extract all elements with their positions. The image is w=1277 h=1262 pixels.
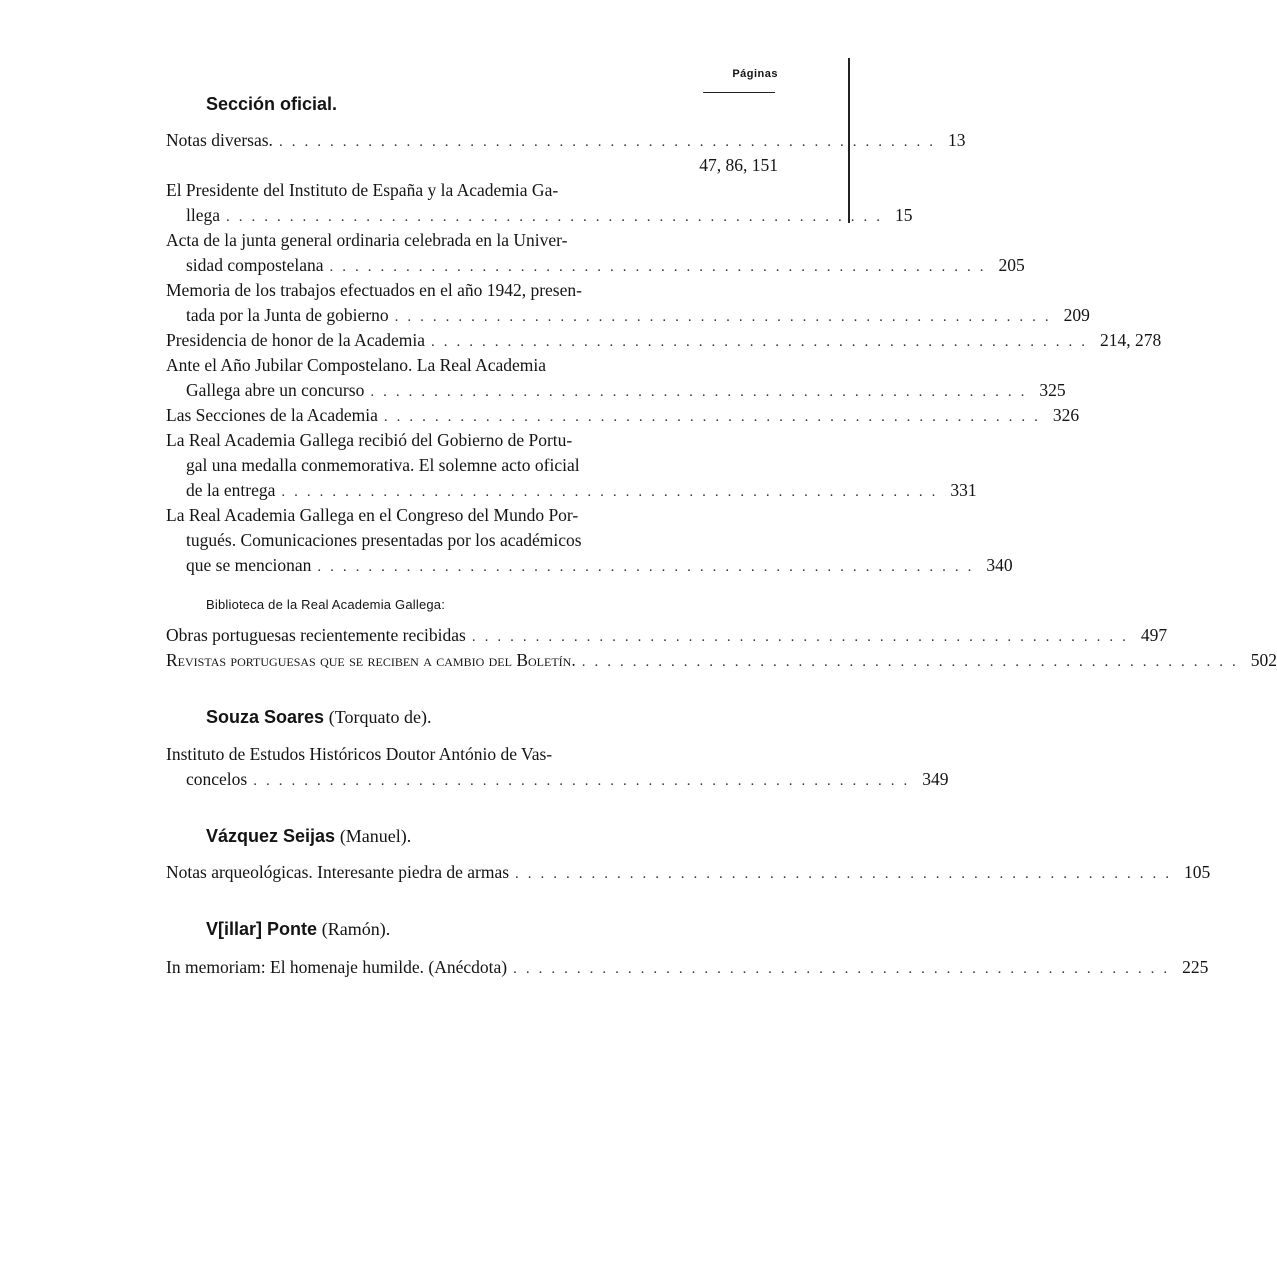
entry-title: Las Secciones de la Academia	[166, 405, 378, 425]
index-entry	[166, 648, 1277, 673]
entry-title: Presidencia de honor de la Academia	[166, 330, 425, 350]
author-given-name: (Torquato de).	[328, 707, 432, 727]
entry-page: 331	[950, 480, 977, 500]
entry-title: In memoriam: El homenaje humilde. (Anécdota)	[166, 957, 508, 977]
entry-title: Obras portuguesas recientemente recibidas	[166, 625, 466, 645]
section-heading	[206, 92, 337, 117]
entry-page: 340	[986, 555, 1013, 575]
entry-title: Notas diversas.	[166, 130, 273, 150]
entry-page: 13	[947, 130, 966, 150]
leader-dots: ....................................................	[383, 409, 1047, 425]
entry-title-cont: tugués. Comunicaciones presentadas por los académicos	[186, 530, 582, 550]
entry-title: La Real Academia Gallega recibió del Gobierno de Portu-	[166, 430, 573, 450]
entry-page: 349	[922, 769, 949, 789]
index-entry	[166, 228, 1025, 278]
entry-page: 209	[1063, 305, 1090, 325]
entry-title: Revistas portuguesas que se reciben a cambio del Boletín.	[166, 650, 576, 670]
entry-page: 15	[895, 205, 913, 225]
entry-title: Ante el Año Jubilar Compostelano. La Real Academia	[166, 355, 547, 375]
index-entry	[166, 623, 1168, 648]
index-entry	[166, 403, 1080, 428]
index-entry	[166, 278, 1090, 328]
entry-title-cont: de la entrega	[186, 480, 276, 500]
leader-dots: ....................................................	[394, 309, 1058, 325]
entry-page: 326	[1052, 405, 1080, 425]
leader-dots: ....................................................	[317, 559, 981, 575]
index-entry	[166, 955, 1209, 980]
author-given-name: (Ramón).	[321, 919, 391, 939]
leader-dots: ....................................................	[581, 654, 1245, 670]
entry-page: 47, 86, 151	[699, 155, 778, 175]
leader-dots: ....................................................	[515, 866, 1179, 882]
leader-dots: ....................................................	[370, 384, 1034, 400]
entry-page: 205	[998, 255, 1025, 275]
entry-page: 497	[1140, 625, 1168, 645]
author-heading	[206, 917, 390, 942]
entry-title-cont: que se mencionan	[186, 555, 312, 575]
index-entry	[166, 503, 1013, 578]
entry-title: Acta de la junta general ordinaria celebrada en la Univer-	[166, 230, 568, 250]
leader-dots: ....................................................	[278, 134, 942, 150]
author-heading	[206, 705, 432, 730]
leader-dots: ....................................................	[329, 259, 993, 275]
leader-dots: ....................................................	[513, 961, 1177, 977]
author-surname: V[illar] Ponte	[206, 919, 318, 939]
entry-title-cont: tada por la Junta de gobierno	[186, 305, 389, 325]
entry-title: Notas arqueológicas. Interesante piedra de armas	[166, 862, 510, 882]
entry-title: El Presidente del Instituto de España y la Academia Ga-	[166, 180, 559, 200]
index-entry	[166, 128, 966, 178]
entry-title-cont: Gallega abre un concurso	[186, 380, 365, 400]
index-entry	[166, 353, 1066, 403]
entry-title: La Real Academia Gallega en el Congreso del Mundo Por-	[166, 505, 579, 525]
section-title: Sección oficial.	[206, 94, 338, 114]
entry-title: Instituto de Estudos Históricos Doutor António de Vas-	[166, 744, 553, 764]
entry-title: Memoria de los trabajos efectuados en el año 1942, presen-	[166, 280, 582, 300]
pages-column-header: Páginas	[732, 68, 778, 80]
index-entry	[166, 328, 1162, 353]
leader-dots: ....................................................	[226, 209, 890, 225]
header-rule	[703, 92, 775, 93]
entry-title-cont: sidad compostelana	[186, 255, 324, 275]
index-entry	[166, 178, 913, 228]
entry-title-cont: concelos	[186, 769, 248, 789]
index-entry	[166, 428, 977, 503]
entry-page: 225	[1182, 957, 1209, 977]
author-surname: Souza Soares	[206, 707, 325, 727]
entry-page: 105	[1184, 862, 1211, 882]
entry-page: 214, 278	[1100, 330, 1162, 350]
entry-title-cont: gal una medalla conmemorativa. El solemne acto oficial	[186, 455, 580, 475]
entry-title-cont: llega	[186, 205, 221, 225]
author-heading	[206, 824, 411, 849]
index-entry	[166, 860, 1211, 885]
leader-dots: ....................................................	[281, 484, 945, 500]
index-entry	[166, 742, 949, 792]
author-given-name: (Manuel).	[339, 826, 412, 846]
entry-page: 502	[1250, 650, 1277, 670]
library-subheading: Biblioteca de la Real Academia Gallega:	[206, 597, 446, 612]
leader-dots: ....................................................	[253, 773, 917, 789]
leader-dots: ....................................................	[471, 629, 1135, 645]
entry-page: 325	[1039, 380, 1066, 400]
leader-dots: ....................................................	[431, 334, 1094, 350]
author-surname: Vázquez Seijas	[206, 826, 336, 846]
